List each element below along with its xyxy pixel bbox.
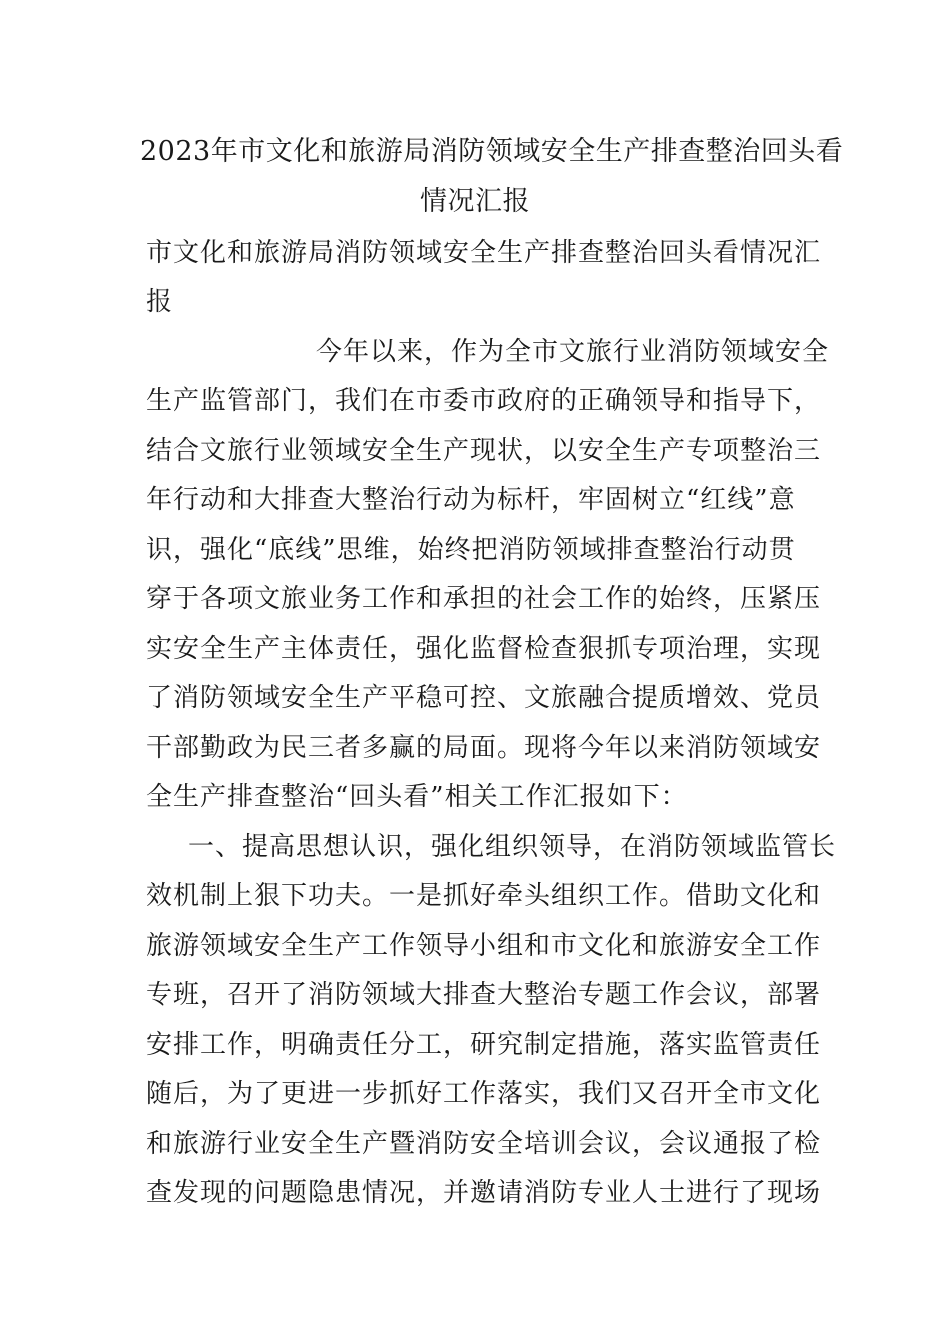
paragraph-line: 全生产排查整治“回头看”相关工作汇报如下： xyxy=(146,782,688,812)
paragraph-line: 识，强化“底线”思维，始终把消防领域排查整治行动贯 xyxy=(146,535,796,565)
document-title-line-2: 情况汇报 xyxy=(420,186,530,217)
paragraph-line: 和旅游行业安全生产暨消防安全培训会议，会议通报了检 xyxy=(146,1129,822,1159)
paragraph-line: 安排工作，明确责任分工，研究制定措施，落实监管责任 xyxy=(146,1030,822,1060)
paragraph-line: 今年以来，作为全市文旅行业消防领域安全 xyxy=(316,337,830,367)
paragraph-line: 实安全生产主体责任，强化监督检查狠抓专项治理，实现 xyxy=(146,634,822,664)
paragraph-line: 结合文旅行业领域安全生产现状，以安全生产专项整治三 xyxy=(146,436,822,466)
paragraph-line: 专班，召开了消防领域大排查大整治专题工作会议，部署 xyxy=(146,980,822,1010)
paragraph-line: 一、提高思想认识，强化组织领导，在消防领域监管长 xyxy=(188,832,837,862)
paragraph-line: 生产监管部门，我们在市委市政府的正确领导和指导下， xyxy=(146,386,822,416)
subtitle-line: 报 xyxy=(146,287,174,317)
paragraph-line: 年行动和大排查大整治行动为标杆，牢固树立“红线”意 xyxy=(146,485,796,515)
paragraph-line: 了消防领域安全生产平稳可控、文旅融合提质增效、党员 xyxy=(146,683,822,713)
paragraph-line: 干部勤政为民三者多赢的局面。现将今年以来消防领域安 xyxy=(146,733,822,763)
paragraph-line: 随后，为了更进一步抓好工作落实，我们又召开全市文化 xyxy=(146,1079,822,1109)
document-title-line-1: 2023年市文化和旅游局消防领域安全生产排查整治回头看 xyxy=(140,136,844,167)
paragraph-line: 旅游领域安全生产工作领导小组和市文化和旅游安全工作 xyxy=(146,931,822,961)
paragraph-line: 效机制上狠下功夫。一是抓好牵头组织工作。借助文化和 xyxy=(146,881,822,911)
subtitle-line: 市文化和旅游局消防领域安全生产排查整治回头看情况汇 xyxy=(146,238,822,268)
paragraph-line: 穿于各项文旅业务工作和承担的社会工作的始终，压紧压 xyxy=(146,584,822,614)
paragraph-line: 查发现的问题隐患情况，并邀请消防专业人士进行了现场 xyxy=(146,1178,822,1208)
